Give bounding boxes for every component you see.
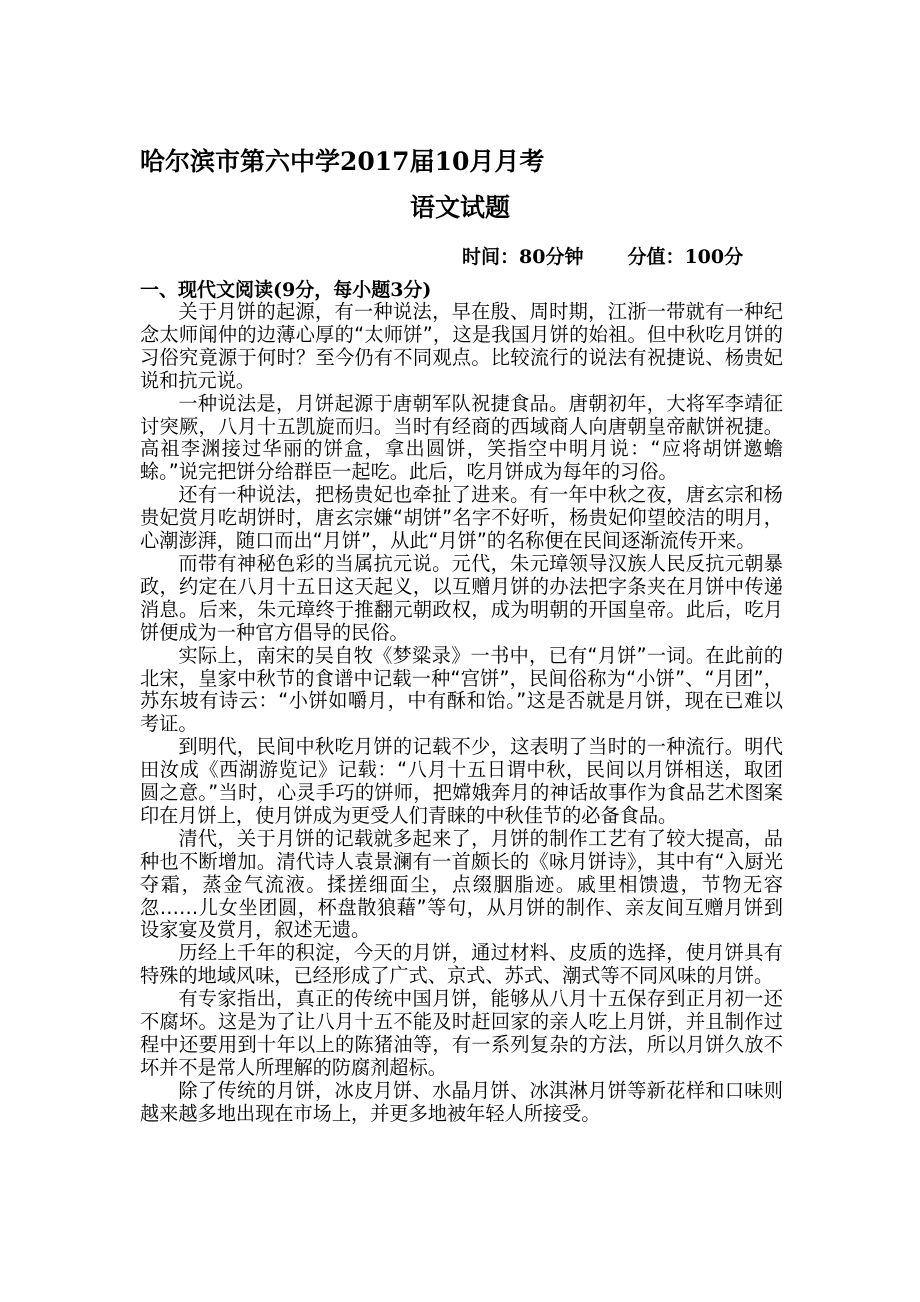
exam-title: 哈尔滨市第六中学2017届10月月考	[140, 147, 545, 176]
paragraph: 清代，关于月饼的记载就多起来了，月饼的制作工艺有了较大提高，品种也不断增加。清代诗人袁景澜有一首颇长的《咏月饼诗》，其中有“入厨光夺霜，蒸金气流液。揉搓细面尘，点缀胭脂迹。戚里相馈遗，节物无容忽……儿女坐团圆，杯盘散狼藉”等句，从月饼的制作、亲友间互赠月饼到设家宴及赏月，叙述无遗。	[140, 826, 783, 942]
paragraph: 还有一种说法，把杨贵妃也牵扯了进来。有一年中秋之夜，唐玄宗和杨贵妃赏月吃胡饼时，唐玄宗嫌“胡饼”名字不好听，杨贵妃仰望皎洁的明月，心潮澎湃，随口而出“月饼”，从此“月饼”的名称便在民间逐渐流传开来。	[140, 483, 783, 553]
paragraph: 实际上，南宋的吴自牧《梦粱录》一书中，已有“月饼”一词。在此前的北宋，皇家中秋节的食谱中记载一种“宫饼”，民间俗称为“小饼”、“月团”，苏东坡有诗云：“小饼如嚼月，中有酥和饴。”这是否就是月饼，现在已难以考证。	[140, 643, 783, 736]
paragraph: 有专家指出，真正的传统中国月饼，能够从八月十五保存到正月初一还不腐坏。这是为了让八月十五不能及时赶回家的亲人吃上月饼，并且制作过程中还要用到十年以上的陈猪油等，有一系列复杂的方法，所以月饼久放不坏并不是常人所理解的防腐剂超标。	[140, 987, 783, 1079]
paragraph: 历经上千年的积淀，今天的月饼，通过材料、皮质的选择，使月饼具有特殊的地域风味，已经形成了广式、京式、苏式、潮式等不同风味的月饼。	[140, 941, 783, 988]
reading-passage	[140, 301, 783, 1126]
exam-meta	[462, 244, 743, 270]
exam-time: 时间：80分钟	[462, 246, 584, 268]
section-heading: 一、现代文阅读(9分，每小题3分)	[140, 279, 432, 301]
paragraph: 关于月饼的起源，有一种说法，早在殷、周时期，江浙一带就有一种纪念太师闻仲的边薄心厚的“太师饼”，这是我国月饼的始祖。但中秋吃月饼的习俗究竟源于何时？至今仍有不同观点。比较流行的说法有祝捷说、杨贵妃说和抗元说。	[140, 300, 783, 392]
paragraph: 一种说法是，月饼起源于唐朝军队祝捷食品。唐朝初年，大将军李靖征讨突厥，八月十五凯旋而归。当时有经商的西域商人向唐朝皇帝献饼祝捷。高祖李渊接过华丽的饼盒，拿出圆饼，笑指空中明月说：“应将胡饼邀蟾蜍。”说完把饼分给群臣一起吃。此后，吃月饼成为每年的习俗。	[140, 391, 783, 484]
exam-score: 分值：100分	[627, 246, 744, 268]
paragraph: 到明代，民间中秋吃月饼的记载不少，这表明了当时的一种流行。明代田汝成《西湖游览记》记载：“八月十五日谓中秋，民间以月饼相送，取团圆之意。”当时，心灵手巧的饼师，把嫦娥奔月的神话故事作为食品艺术图案印在月饼上，使月饼成为更受人们青睐的中秋佳节的必备食品。	[140, 735, 783, 827]
exam-subtitle: 语文试题	[409, 193, 510, 222]
paragraph: 而带有神秘色彩的当属抗元说。元代，朱元璋领导汉族人民反抗元朝暴政，约定在八月十五日这天起义，以互赠月饼的办法把字条夹在月饼中传递消息。后来，朱元璋终于推翻元朝政权，成为明朝的开国皇帝。此后，吃月饼便成为一种官方倡导的民俗。	[140, 551, 783, 644]
paragraph: 除了传统的月饼，冰皮月饼、水晶月饼、冰淇淋月饼等新花样和口味则越来越多地出现在市场上，并更多地被年轻人所接受。	[140, 1078, 783, 1125]
